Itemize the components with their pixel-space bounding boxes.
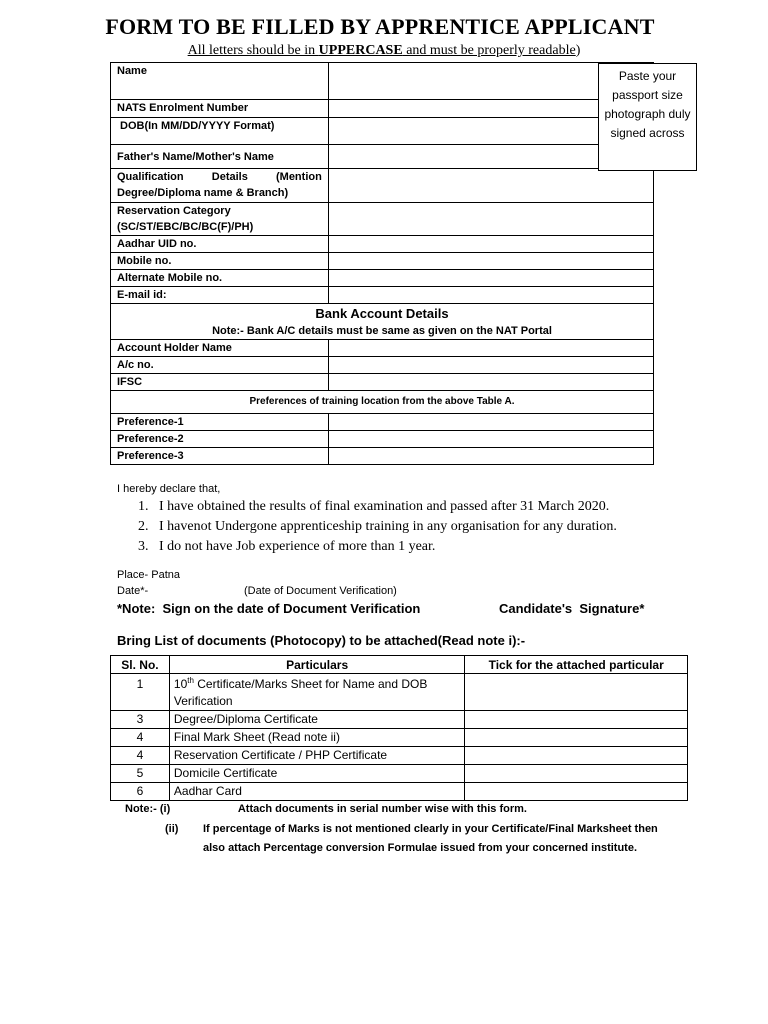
bank-heading: Bank Account Details Note:- Bank A/C details must be same as given on the NAT Portal <box>111 304 654 340</box>
dob-label: DOB(In MM/DD/YYYY Format) <box>111 118 329 145</box>
qualification-field[interactable] <box>328 169 653 203</box>
alt-mobile-label: Alternate Mobile no. <box>111 270 329 287</box>
mobile-field[interactable] <box>328 253 653 270</box>
col-tick: Tick for the attached particular <box>465 656 688 674</box>
preferences-heading: Preferences of training location from the above Table A. <box>111 391 654 414</box>
tick-cell[interactable] <box>465 747 688 765</box>
declaration-list <box>138 497 617 557</box>
ifsc-label: IFSC <box>111 374 329 391</box>
account-holder-field[interactable] <box>328 340 653 357</box>
preference-1-label: Preference-1 <box>111 414 329 431</box>
form-title: FORM TO BE FILLED BY APPRENTICE APPLICANT <box>105 14 655 39</box>
table-row: 6 Aadhar Card <box>111 783 688 801</box>
table-row: 4 Reservation Certificate / PHP Certificate <box>111 747 688 765</box>
nats-label: NATS Enrolment Number <box>111 100 329 118</box>
note-ii: (ii) If percentage of Marks is not mentioned clearly in your Certificate/Final Marksheet then also attach Percentage conversion Formulae issued from your concerned institute. <box>165 823 658 854</box>
preference-3-field[interactable] <box>328 448 653 465</box>
parent-label: Father's Name/Mother's Name <box>111 145 329 169</box>
reservation-field[interactable] <box>328 203 653 236</box>
ifsc-field[interactable] <box>328 374 653 391</box>
tick-cell[interactable] <box>465 711 688 729</box>
table-row: 5 Domicile Certificate <box>111 765 688 783</box>
alt-mobile-field[interactable] <box>328 270 653 287</box>
table-row: 3 Degree/Diploma Certificate <box>111 711 688 729</box>
form-subtitle: All letters should be in UPPERCASE and must be properly readable) <box>187 43 581 58</box>
mobile-label: Mobile no. <box>111 253 329 270</box>
declaration-item: 1. I have obtained the results of final examination and passed after 31 March 2020. <box>138 499 610 514</box>
name-label: Name <box>111 63 329 100</box>
aadhar-label: Aadhar UID no. <box>111 236 329 253</box>
declaration-item: 3. I do not have Job experience of more than 1 year. <box>138 539 436 554</box>
tick-cell[interactable] <box>465 765 688 783</box>
note-i: Note:- (i) Attach documents in serial number wise with this form. <box>125 803 527 815</box>
acno-field[interactable] <box>328 357 653 374</box>
applicant-details-table <box>110 62 654 465</box>
declaration-item: 2. I havenot Undergone apprenticeship training in any organisation for any duration. <box>138 519 617 534</box>
tick-cell[interactable] <box>465 783 688 801</box>
place-text: Place- Patna <box>117 569 180 581</box>
col-particulars: Particulars <box>169 656 465 674</box>
col-sl-no: Sl. No. <box>111 656 170 674</box>
email-field[interactable] <box>328 287 653 304</box>
preference-3-label: Preference-3 <box>111 448 329 465</box>
documents-table <box>110 655 688 801</box>
table-row: 1 10th Certificate/Marks Sheet for Name and DOB Verification <box>111 674 688 711</box>
email-label: E-mail id: <box>111 287 329 304</box>
candidate-signature: Candidate's Signature* <box>499 601 645 616</box>
tick-cell[interactable] <box>465 674 688 711</box>
qualification-label: Qualification Details (Mention Degree/Diploma name & Branch) <box>111 169 329 203</box>
aadhar-field[interactable] <box>328 236 653 253</box>
acno-label: A/c no. <box>111 357 329 374</box>
preference-1-field[interactable] <box>328 414 653 431</box>
date-verification-text: (Date of Document Verification) <box>244 585 397 597</box>
documents-heading: Bring List of documents (Photocopy) to be attached(Read note i):- <box>117 633 526 648</box>
table-row: 4 Final Mark Sheet (Read note ii) <box>111 729 688 747</box>
sign-note: *Note: Sign on the date of Document Verification <box>117 601 421 616</box>
account-holder-label: Account Holder Name <box>111 340 329 357</box>
tick-cell[interactable] <box>465 729 688 747</box>
preference-2-field[interactable] <box>328 431 653 448</box>
reservation-label: Reservation Category (SC/ST/EBC/BC/BC(F)/PH) <box>111 203 329 236</box>
declaration-intro: I hereby declare that, <box>117 483 221 495</box>
preference-2-label: Preference-2 <box>111 431 329 448</box>
date-label: Date*- <box>117 585 149 597</box>
photo-box: Paste your passport size photograph duly signed across <box>598 63 697 171</box>
